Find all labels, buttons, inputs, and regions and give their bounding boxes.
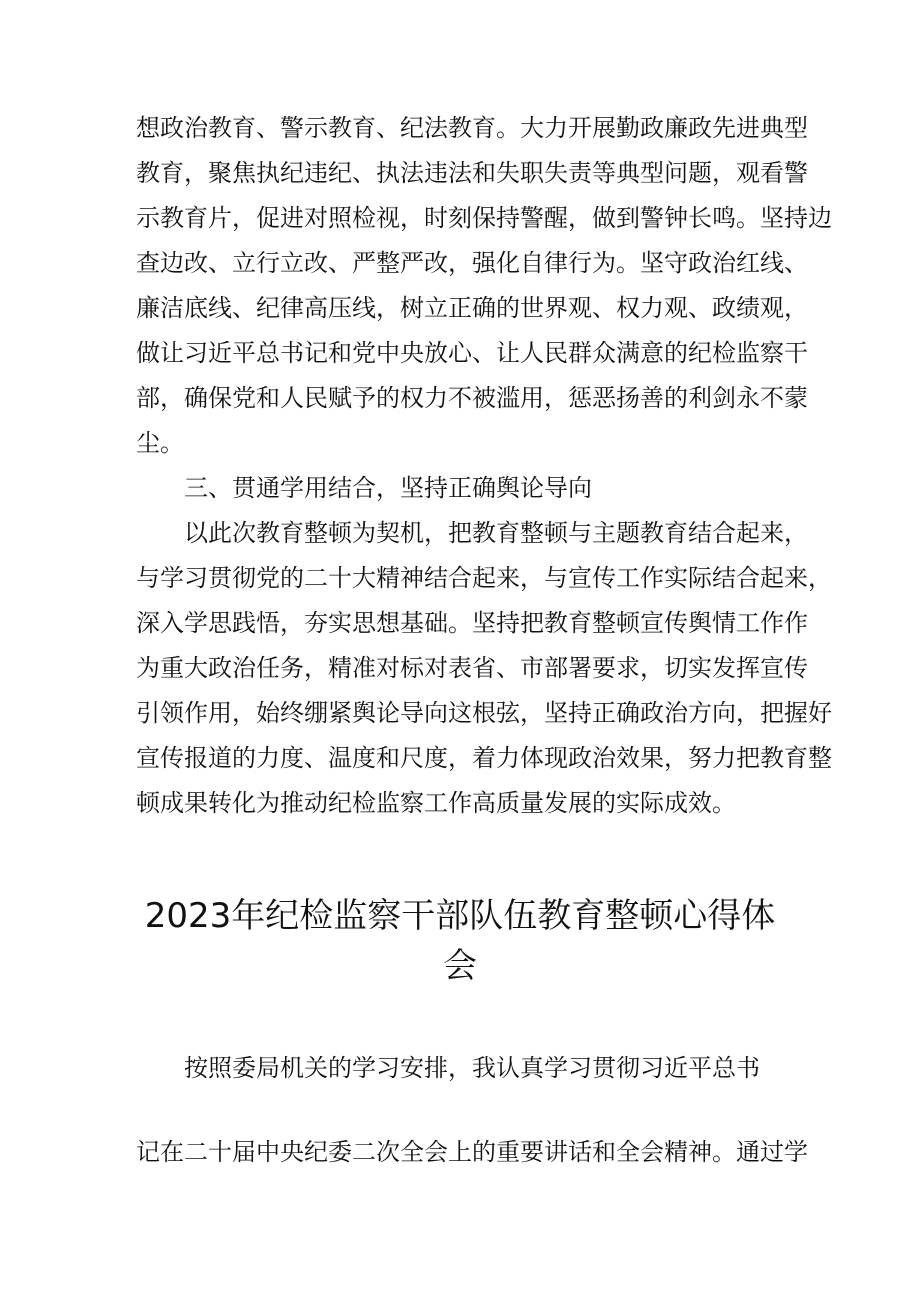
paragraph-line: 记在二十届中央纪委二次全会上的重要讲话和全会精神。通过学 [136,1138,808,1166]
section-heading: 三、贯通学用结合，坚持正确舆论导向 [184,474,592,502]
paragraph-line: 查边改、立行立改、严整严改，强化自律行为。坚守政治红线、 [136,249,808,277]
paragraph-line: 与学习贯彻党的二十大精神结合起来，与宣传工作实际结合起来， [136,564,832,592]
paragraph-line: 以此次教育整顿为契机，把教育整顿与主题教育结合起来， [184,519,808,547]
article-title-line: 会 [443,946,477,986]
article-title-line: 2023年纪检监察干部队伍教育整顿心得体 [144,896,776,936]
paragraph-line: 教育，聚焦执纪违纪、执法违法和失职失责等典型问题，观看警 [136,159,808,187]
paragraph-line: 想政治教育、警示教育、纪法教育。大力开展勤政廉政先进典型 [136,114,808,142]
paragraph-line: 尘。 [136,429,184,457]
paragraph-line: 宣传报道的力度、温度和尺度，着力体现政治效果，努力把教育整 [136,744,832,772]
paragraph-line: 顿成果转化为推动纪检监察工作高质量发展的实际成效。 [136,789,736,817]
paragraph-line: 示教育片，促进对照检视，时刻保持警醒，做到警钟长鸣。坚持边 [136,204,832,232]
paragraph-line: 深入学思践悟，夯实思想基础。坚持把教育整顿宣传舆情工作作 [136,609,808,637]
paragraph-line: 部，确保党和人民赋予的权力不被滥用，惩恶扬善的利剑永不蒙 [136,384,808,412]
paragraph-line: 做让习近平总书记和党中央放心、让人民群众满意的纪检监察干 [136,339,808,367]
paragraph-line: 引领作用，始终绷紧舆论导向这根弦，坚持正确政治方向，把握好 [136,699,832,727]
paragraph-line: 按照委局机关的学习安排，我认真学习贯彻习近平总书 [184,1054,760,1082]
paragraph-line: 廉洁底线、纪律高压线，树立正确的世界观、权力观、政绩观， [136,294,808,322]
paragraph-line: 为重大政治任务，精准对标对表省、市部署要求，切实发挥宣传 [136,654,808,682]
